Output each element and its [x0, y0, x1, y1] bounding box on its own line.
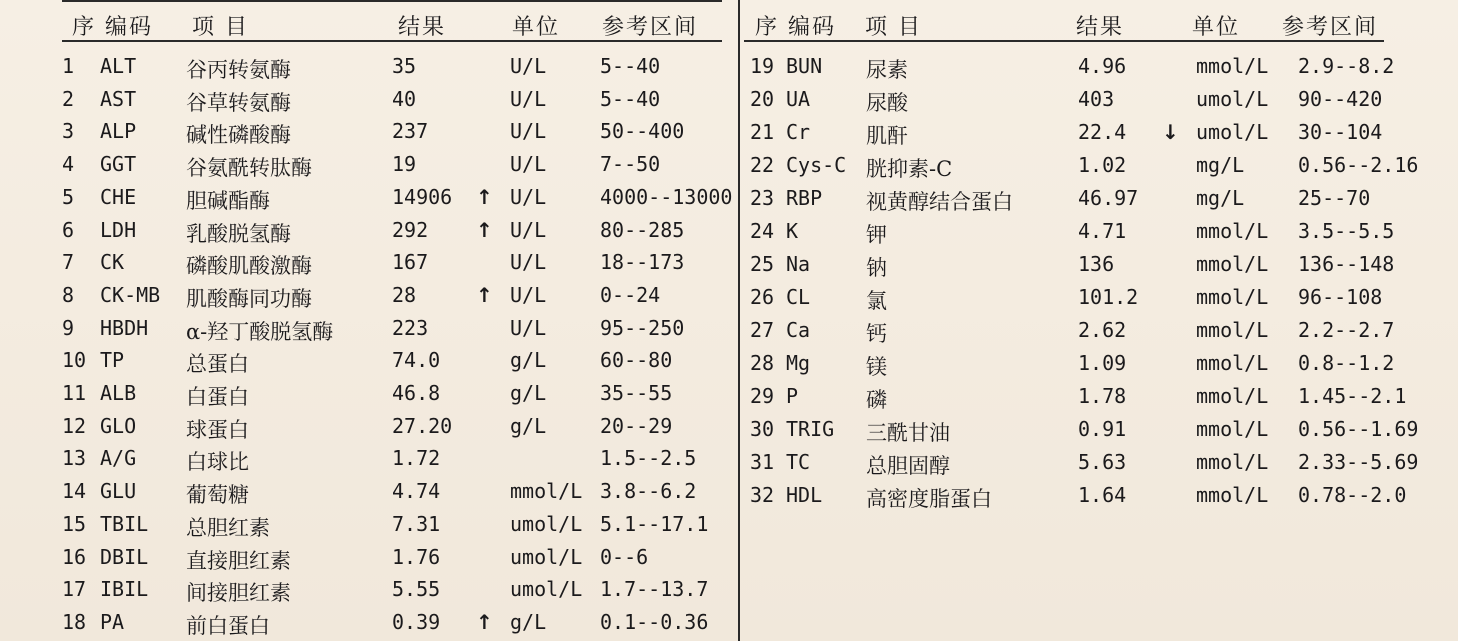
cell-name: 碱性磷酸酶	[186, 123, 291, 147]
cell-result: 237	[392, 119, 429, 143]
cell-name: 谷氨酰转肽酶	[186, 156, 312, 180]
cell-unit: g/L	[510, 414, 547, 438]
cell-result: 223	[392, 316, 429, 340]
cell-name: 葡萄糖	[186, 483, 249, 507]
cell-unit: umol/L	[1196, 87, 1269, 111]
cell-result: 292	[392, 218, 429, 242]
cell-range: 1.45--2.1	[1298, 384, 1407, 408]
cell-result: 403	[1078, 87, 1115, 111]
cell-code: RBP	[786, 186, 823, 210]
header-item: 项 目	[865, 15, 922, 40]
cell-unit: U/L	[510, 250, 547, 274]
cell-name: 总胆固醇	[866, 454, 950, 478]
cell-code: CHE	[100, 185, 137, 209]
cell-range: 60--80	[600, 348, 673, 372]
cell-name: 白蛋白	[186, 385, 249, 409]
cell-no: 25	[750, 252, 775, 276]
cell-code: IBIL	[100, 577, 149, 601]
cell-result: 1.02	[1078, 153, 1127, 177]
cell-unit: umol/L	[510, 512, 583, 536]
cell-range: 80--285	[600, 218, 685, 242]
cell-unit: mmol/L	[1196, 483, 1269, 507]
cell-range: 2.9--8.2	[1298, 54, 1395, 78]
cell-range: 136--148	[1298, 252, 1395, 276]
cell-range: 2.2--2.7	[1298, 318, 1395, 342]
cell-unit: g/L	[510, 348, 547, 372]
cell-range: 0.1--0.36	[600, 610, 709, 634]
cell-result: 19	[392, 152, 417, 176]
cell-code: Mg	[786, 351, 811, 375]
cell-result: 136	[1078, 252, 1115, 276]
cell-no: 29	[750, 384, 775, 408]
cell-result: 46.97	[1078, 186, 1139, 210]
cell-no: 7	[62, 250, 75, 274]
cell-name: 尿素	[866, 58, 908, 82]
cell-unit: g/L	[510, 610, 547, 634]
cell-no: 3	[62, 119, 75, 143]
cell-no: 6	[62, 218, 75, 242]
cell-name: 钠	[866, 256, 887, 280]
cell-code: ALB	[100, 381, 137, 405]
cell-code: HDL	[786, 483, 823, 507]
cell-unit: mmol/L	[1196, 285, 1269, 309]
cell-unit: U/L	[510, 87, 547, 111]
cell-code: A/G	[100, 446, 137, 470]
cell-name: 总胆红素	[186, 516, 270, 540]
cell-name: 三酰甘油	[866, 421, 950, 445]
cell-name: 钾	[866, 223, 887, 247]
cell-result: 22.4	[1078, 120, 1127, 144]
cell-result: 28	[392, 283, 417, 307]
cell-no: 20	[750, 87, 775, 111]
cell-result: 4.96	[1078, 54, 1127, 78]
cell-name: 胆碱酯酶	[186, 189, 270, 213]
cell-no: 24	[750, 219, 775, 243]
cell-code: CK	[100, 250, 125, 274]
cell-result: 4.74	[392, 479, 441, 503]
cell-code: TBIL	[100, 512, 149, 536]
cell-unit: umol/L	[510, 545, 583, 569]
cell-range: 1.5--2.5	[600, 446, 697, 470]
cell-unit: umol/L	[1196, 120, 1269, 144]
cell-flag: ↑	[476, 218, 493, 242]
cell-range: 0--24	[600, 283, 661, 307]
cell-code: ALT	[100, 54, 137, 78]
cell-no: 15	[62, 512, 87, 536]
cell-unit: U/L	[510, 316, 547, 340]
cell-no: 14	[62, 479, 87, 503]
cell-code: TRIG	[786, 417, 835, 441]
cell-unit: umol/L	[510, 577, 583, 601]
cell-no: 21	[750, 120, 775, 144]
cell-result: 4.71	[1078, 219, 1127, 243]
cell-range: 35--55	[600, 381, 673, 405]
cell-range: 96--108	[1298, 285, 1383, 309]
cell-unit: mmol/L	[1196, 252, 1269, 276]
cell-unit: U/L	[510, 152, 547, 176]
cell-no: 32	[750, 483, 775, 507]
cell-code: LDH	[100, 218, 137, 242]
cell-unit: mmol/L	[510, 479, 583, 503]
cell-range: 3.5--5.5	[1298, 219, 1395, 243]
cell-code: Cys-C	[786, 153, 847, 177]
cell-no: 27	[750, 318, 775, 342]
cell-range: 5--40	[600, 54, 661, 78]
cell-result: 1.78	[1078, 384, 1127, 408]
cell-no: 26	[750, 285, 775, 309]
cell-result: 1.72	[392, 446, 441, 470]
cell-range: 0.56--1.69	[1298, 417, 1419, 441]
cell-name: 前白蛋白	[186, 614, 270, 638]
cell-no: 13	[62, 446, 87, 470]
cell-code: AST	[100, 87, 137, 111]
cell-unit: g/L	[510, 381, 547, 405]
cell-unit: mmol/L	[1196, 417, 1269, 441]
cell-code: K	[786, 219, 799, 243]
cell-no: 16	[62, 545, 87, 569]
cell-code: TP	[100, 348, 125, 372]
cell-flag: ↑	[476, 185, 493, 209]
cell-range: 7--50	[600, 152, 661, 176]
cell-flag: ↓	[1162, 120, 1179, 144]
cell-range: 50--400	[600, 119, 685, 143]
cell-result: 5.63	[1078, 450, 1127, 474]
cell-name: 尿酸	[866, 91, 908, 115]
cell-code: CL	[786, 285, 811, 309]
header-unit: 单位	[512, 15, 561, 40]
cell-range: 0.78--2.0	[1298, 483, 1407, 507]
cell-no: 31	[750, 450, 775, 474]
cell-code: P	[786, 384, 799, 408]
cell-no: 19	[750, 54, 775, 78]
header-unit: 单位	[1192, 15, 1241, 40]
cell-range: 30--104	[1298, 120, 1383, 144]
cell-unit: mg/L	[1196, 153, 1245, 177]
cell-range: 5--40	[600, 87, 661, 111]
cell-result: 7.31	[392, 512, 441, 536]
cell-range: 90--420	[1298, 87, 1383, 111]
cell-unit: mmol/L	[1196, 219, 1269, 243]
cell-code: BUN	[786, 54, 823, 78]
cell-name: 球蛋白	[186, 418, 249, 442]
cell-result: 2.62	[1078, 318, 1127, 342]
header-seq-code: 序 编码	[72, 15, 153, 40]
cell-unit: mmol/L	[1196, 54, 1269, 78]
cell-code: GGT	[100, 152, 137, 176]
cell-code: Cr	[786, 120, 811, 144]
cell-range: 2.33--5.69	[1298, 450, 1419, 474]
cell-code: PA	[100, 610, 125, 634]
cell-unit: U/L	[510, 218, 547, 242]
header-range: 参考区间	[602, 15, 699, 40]
cell-range: 0.56--2.16	[1298, 153, 1419, 177]
cell-unit: U/L	[510, 54, 547, 78]
cell-no: 12	[62, 414, 87, 438]
cell-name: 肌酸酶同功酶	[186, 287, 312, 311]
cell-result: 167	[392, 250, 429, 274]
cell-no: 5	[62, 185, 75, 209]
cell-unit: U/L	[510, 185, 547, 209]
cell-name: 视黄醇结合蛋白	[866, 190, 1013, 214]
cell-result: 14906	[392, 185, 453, 209]
cell-code: UA	[786, 87, 811, 111]
cell-code: GLO	[100, 414, 137, 438]
cell-no: 2	[62, 87, 75, 111]
cell-result: 101.2	[1078, 285, 1139, 309]
cell-no: 18	[62, 610, 87, 634]
cell-no: 4	[62, 152, 75, 176]
cell-result: 40	[392, 87, 417, 111]
cell-unit: mmol/L	[1196, 384, 1269, 408]
cell-no: 17	[62, 577, 87, 601]
cell-name: 镁	[866, 355, 887, 379]
cell-name: 氯	[866, 289, 887, 313]
cell-name: 间接胆红素	[186, 581, 291, 605]
cell-name: 钙	[866, 322, 887, 346]
cell-unit: U/L	[510, 119, 547, 143]
cell-result: 27.20	[392, 414, 453, 438]
cell-flag: ↑	[476, 610, 493, 634]
cell-no: 23	[750, 186, 775, 210]
cell-name: α-羟丁酸脱氢酶	[186, 320, 334, 344]
cell-no: 9	[62, 316, 75, 340]
cell-range: 95--250	[600, 316, 685, 340]
cell-no: 8	[62, 283, 75, 307]
cell-code: ALP	[100, 119, 137, 143]
cell-range: 25--70	[1298, 186, 1371, 210]
cell-code: Ca	[786, 318, 811, 342]
cell-result: 1.09	[1078, 351, 1127, 375]
cell-range: 5.1--17.1	[600, 512, 709, 536]
cell-unit: U/L	[510, 283, 547, 307]
cell-range: 1.7--13.7	[600, 577, 709, 601]
cell-no: 30	[750, 417, 775, 441]
cell-name: 总蛋白	[186, 352, 249, 376]
cell-no: 28	[750, 351, 775, 375]
cell-no: 1	[62, 54, 75, 78]
cell-name: 胱抑素-C	[866, 157, 953, 181]
cell-range: 0--6	[600, 545, 649, 569]
column-divider	[738, 0, 740, 641]
cell-result: 35	[392, 54, 417, 78]
cell-code: CK-MB	[100, 283, 161, 307]
cell-name: 直接胆红素	[186, 549, 291, 573]
cell-result: 0.39	[392, 610, 441, 634]
header-item: 项 目	[192, 15, 249, 40]
cell-no: 10	[62, 348, 87, 372]
cell-range: 4000--13000	[600, 185, 733, 209]
cell-range: 3.8--6.2	[600, 479, 697, 503]
cell-code: TC	[786, 450, 811, 474]
cell-result: 46.8	[392, 381, 441, 405]
cell-name: 谷草转氨酶	[186, 91, 291, 115]
cell-name: 白球比	[186, 450, 249, 474]
cell-code: GLU	[100, 479, 137, 503]
header-result: 结果	[1076, 15, 1125, 40]
cell-flag: ↑	[476, 283, 493, 307]
cell-name: 肌酐	[866, 124, 908, 148]
cell-code: Na	[786, 252, 811, 276]
cell-unit: mmol/L	[1196, 351, 1269, 375]
cell-no: 11	[62, 381, 87, 405]
cell-unit: mmol/L	[1196, 318, 1269, 342]
cell-name: 磷	[866, 388, 887, 412]
cell-name: 谷丙转氨酶	[186, 58, 291, 82]
cell-code: DBIL	[100, 545, 149, 569]
cell-result: 0.91	[1078, 417, 1127, 441]
top-rule-left	[62, 0, 722, 2]
cell-code: HBDH	[100, 316, 149, 340]
cell-result: 1.64	[1078, 483, 1127, 507]
cell-range: 18--173	[600, 250, 685, 274]
cell-name: 磷酸肌酸激酶	[186, 254, 312, 278]
header-result: 结果	[398, 15, 447, 40]
cell-no: 22	[750, 153, 775, 177]
cell-result: 5.55	[392, 577, 441, 601]
header-seq-code: 序 编码	[755, 15, 836, 40]
cell-name: 高密度脂蛋白	[866, 487, 992, 511]
header-range: 参考区间	[1282, 15, 1379, 40]
cell-result: 74.0	[392, 348, 441, 372]
cell-name: 乳酸脱氢酶	[186, 222, 291, 246]
cell-unit: mg/L	[1196, 186, 1245, 210]
cell-unit: mmol/L	[1196, 450, 1269, 474]
cell-range: 20--29	[600, 414, 673, 438]
cell-result: 1.76	[392, 545, 441, 569]
cell-range: 0.8--1.2	[1298, 351, 1395, 375]
